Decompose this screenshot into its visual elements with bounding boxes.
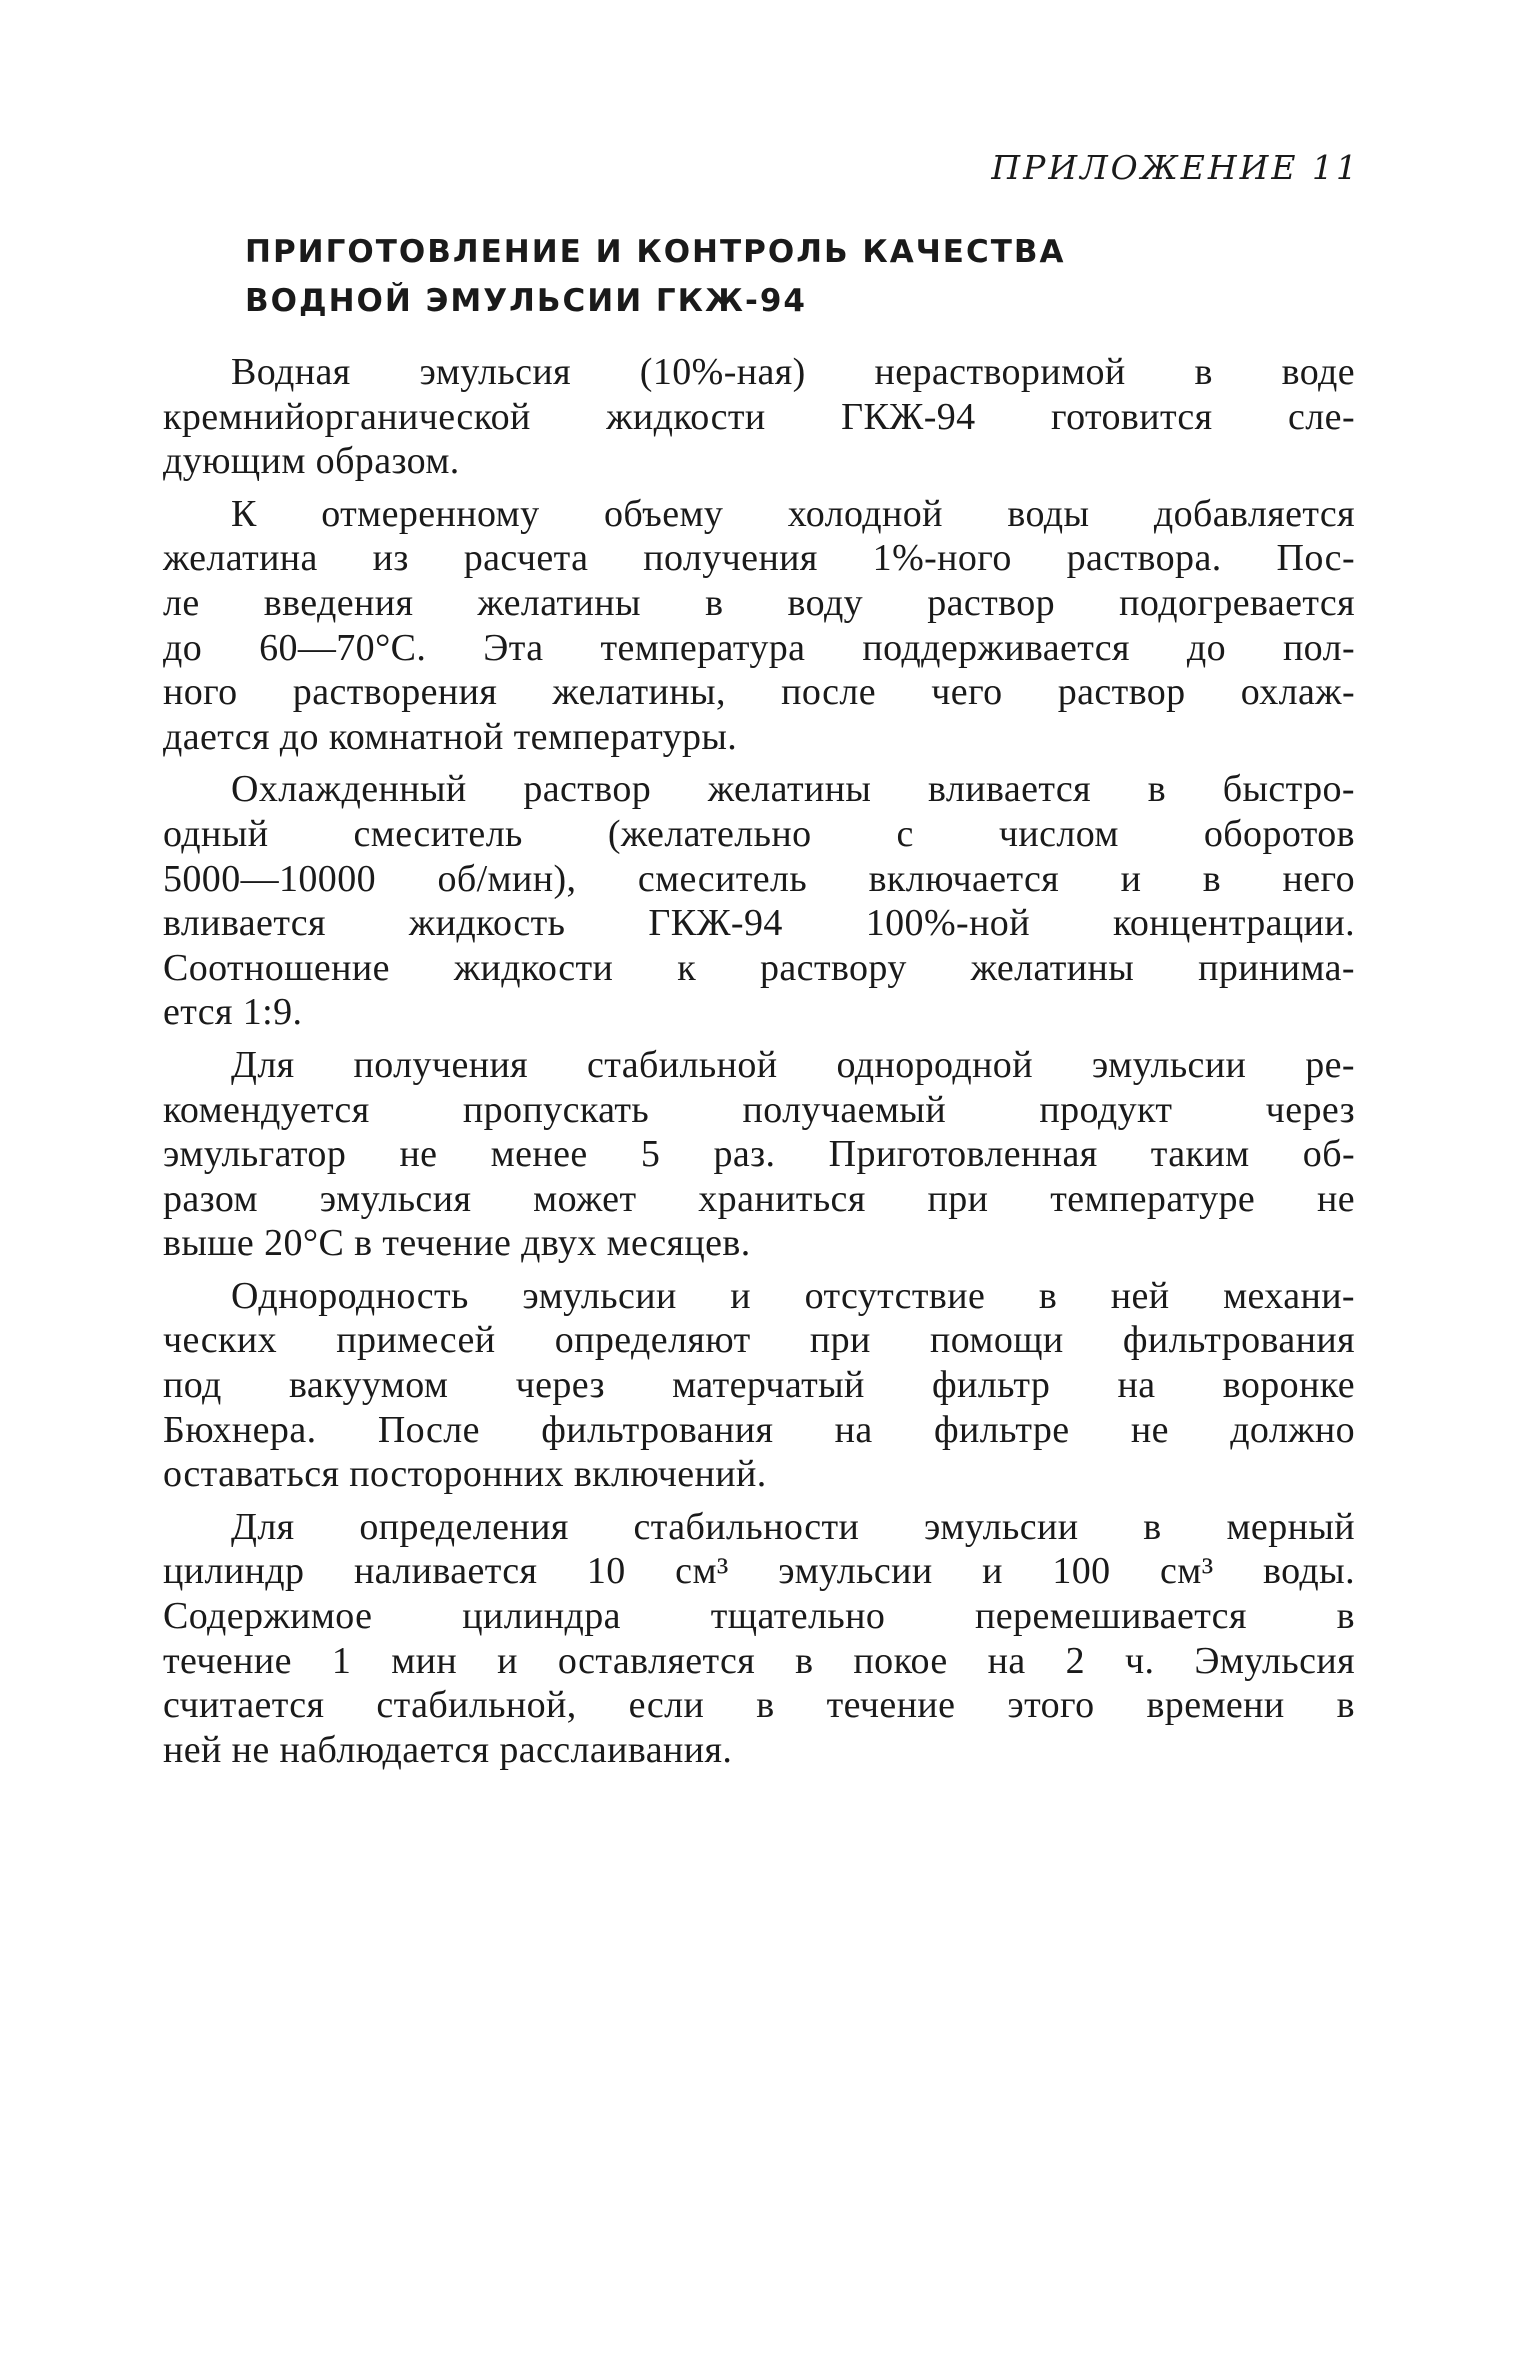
text-line: дующим образом. <box>163 440 460 483</box>
text-line: считается стабильной, если в течение этого времени в <box>163 1684 1355 1727</box>
text-line: оставаться посторонних включений. <box>163 1453 767 1496</box>
text-line: Водная эмульсия (10%-ная) нерастворимой в воде <box>231 351 1355 393</box>
title-line: ПРИГОТОВЛЕНИЕ И КОНТРОЛЬ КАЧЕСТВА <box>245 234 1066 270</box>
text-line: Охлажденный раствор желатины вливается в быстро- <box>231 768 1355 811</box>
text-line: дается до комнатной температуры. <box>163 715 738 758</box>
text-line: эмульгатор не менее 5 раз. Приготовленная таким об- <box>163 1133 1355 1176</box>
body-text <box>163 350 1355 1772</box>
text-line: вливается жидкость ГКЖ-94 100%-ной концентрации. <box>163 902 1355 945</box>
text-line: желатина из расчета получения 1%-ного раствора. Пос- <box>163 537 1355 580</box>
text-line: комендуется пропускать получаемый продукт через <box>163 1088 1355 1131</box>
text-line: Бюхнера. После фильтрования на фильтре не должно <box>163 1408 1355 1451</box>
text-line: выше 20°С в течение двух месяцев. <box>163 1222 751 1265</box>
appendix-label: ПРИЛОЖЕНИЕ 11 <box>991 148 1360 187</box>
text-line: ле введения желатины в воду раствор подогревается <box>163 581 1355 624</box>
text-line: Содержимое цилиндра тщательно перемешивается в <box>163 1595 1355 1638</box>
title-line: ВОДНОЙ ЭМУЛЬСИИ ГКЖ-94 <box>245 283 807 319</box>
text-line: течение 1 мин и оставляется в покое на 2 ч. Эмульсия <box>163 1639 1355 1682</box>
text-line: Однородность эмульсии и отсутствие в ней механи- <box>231 1274 1355 1317</box>
text-line: цилиндр наливается 10 см³ эмульсии и 100 см³ воды. <box>163 1550 1355 1593</box>
page-title <box>245 228 1245 326</box>
text-line: ней не наблюдается расслаивания. <box>163 1728 733 1771</box>
text-line: под вакуумом через матерчатый фильтр на воронке <box>163 1364 1355 1407</box>
text-line: Для определения стабильности эмульсии в мерный <box>231 1505 1355 1548</box>
text-line: ческих примесей определяют при помощи фильтрования <box>163 1319 1355 1362</box>
text-line: разом эмульсия может храниться при температуре не <box>163 1177 1355 1220</box>
text-line: Соотношение жидкости к раствору желатины принима- <box>163 946 1355 989</box>
text-line: ного растворения желатины, после чего раствор охлаж- <box>163 671 1355 714</box>
text-line: К отмеренному объему холодной воды добавляется <box>231 492 1355 535</box>
text-line: Для получения стабильной однородной эмульсии ре- <box>231 1043 1355 1086</box>
text-line: до 60—70°С. Эта температура поддерживается до пол- <box>163 626 1355 669</box>
text-line: ется 1:9. <box>163 991 303 1034</box>
text-line: кремнийорганической жидкости ГКЖ-94 готовится сле- <box>163 395 1355 438</box>
text-line: 5000—10000 об/мин), смеситель включается и в него <box>163 857 1355 900</box>
text-line: одный смеситель (желательно с числом оборотов <box>163 812 1355 855</box>
